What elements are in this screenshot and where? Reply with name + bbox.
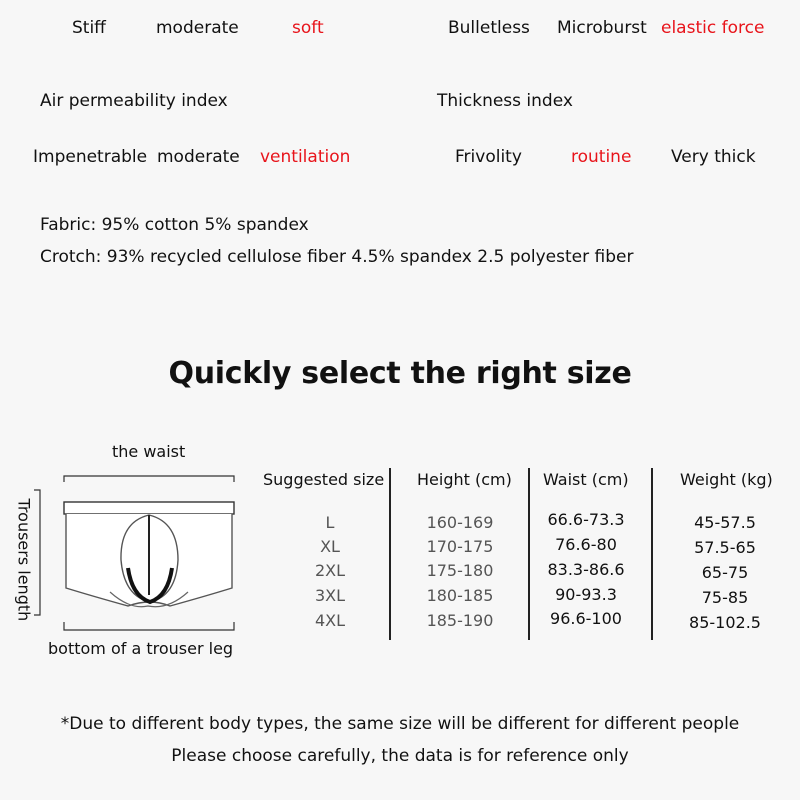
leg-bottom-label: bottom of a trouser leg — [48, 639, 234, 658]
size-section-title: Quickly select the right size — [168, 356, 632, 391]
column-divider — [389, 468, 391, 640]
air-option-selected: ventilation — [260, 147, 351, 167]
column-divider — [651, 468, 653, 640]
fabric-composition: Fabric: 95% cotton 5% spandex — [40, 215, 309, 235]
waist-cell: 96.6-100 — [550, 609, 622, 628]
header-waist: Waist (cm) — [543, 470, 629, 489]
waist-label: the waist — [112, 442, 186, 461]
waist-cell: 76.6-80 — [555, 535, 617, 554]
thickness-option: Frivolity — [455, 147, 522, 167]
burst-option: Microburst — [557, 18, 647, 38]
elasticity-option: moderate — [156, 18, 239, 38]
reference-note: Please choose carefully, the data is for reference only — [171, 746, 629, 766]
air-option: moderate — [157, 147, 240, 167]
elasticity-option-selected: soft — [292, 18, 324, 38]
height-cell: 175-180 — [426, 561, 494, 580]
weight-cell: 75-85 — [701, 588, 749, 607]
header-suggested-size: Suggested size — [263, 470, 385, 489]
column-divider — [528, 468, 530, 640]
size-cell: XL — [320, 537, 340, 556]
header-weight: Weight (kg) — [680, 470, 773, 489]
disclaimer-note: *Due to different body types, the same size will be different for different people — [60, 714, 740, 734]
height-cell: 180-185 — [426, 586, 494, 605]
waist-cell: 66.6-73.3 — [547, 510, 625, 529]
air-option: Impenetrable — [33, 147, 148, 167]
burst-option-selected: elastic force — [661, 18, 765, 38]
size-cell: L — [325, 513, 335, 532]
height-cell: 170-175 — [426, 537, 494, 556]
size-cell: 2XL — [314, 561, 346, 580]
size-cell: 4XL — [314, 611, 346, 630]
weight-cell: 57.5-65 — [694, 538, 756, 557]
height-cell: 160-169 — [426, 513, 494, 532]
size-cell: 3XL — [314, 586, 346, 605]
trousers-length-label: Trousers length — [14, 498, 34, 622]
waist-cell: 83.3-86.6 — [547, 560, 625, 579]
weight-cell: 65-75 — [701, 563, 749, 582]
underwear-outline-icon — [0, 460, 250, 640]
header-height: Height (cm) — [417, 470, 512, 489]
height-cell: 185-190 — [426, 611, 494, 630]
thickness-option: Very thick — [671, 147, 756, 167]
weight-cell: 45-57.5 — [694, 513, 756, 532]
thickness-option-selected: routine — [571, 147, 632, 167]
waist-cell: 90-93.3 — [555, 585, 617, 604]
crotch-composition: Crotch: 93% recycled cellulose fiber 4.5% spandex 2.5 polyester fiber — [40, 247, 634, 267]
burst-option: Bulletless — [448, 18, 530, 38]
air-permeability-label: Air permeability index — [40, 91, 228, 111]
elasticity-option: Stiff — [72, 18, 106, 38]
thickness-label: Thickness index — [437, 91, 573, 111]
weight-cell: 85-102.5 — [689, 613, 761, 632]
